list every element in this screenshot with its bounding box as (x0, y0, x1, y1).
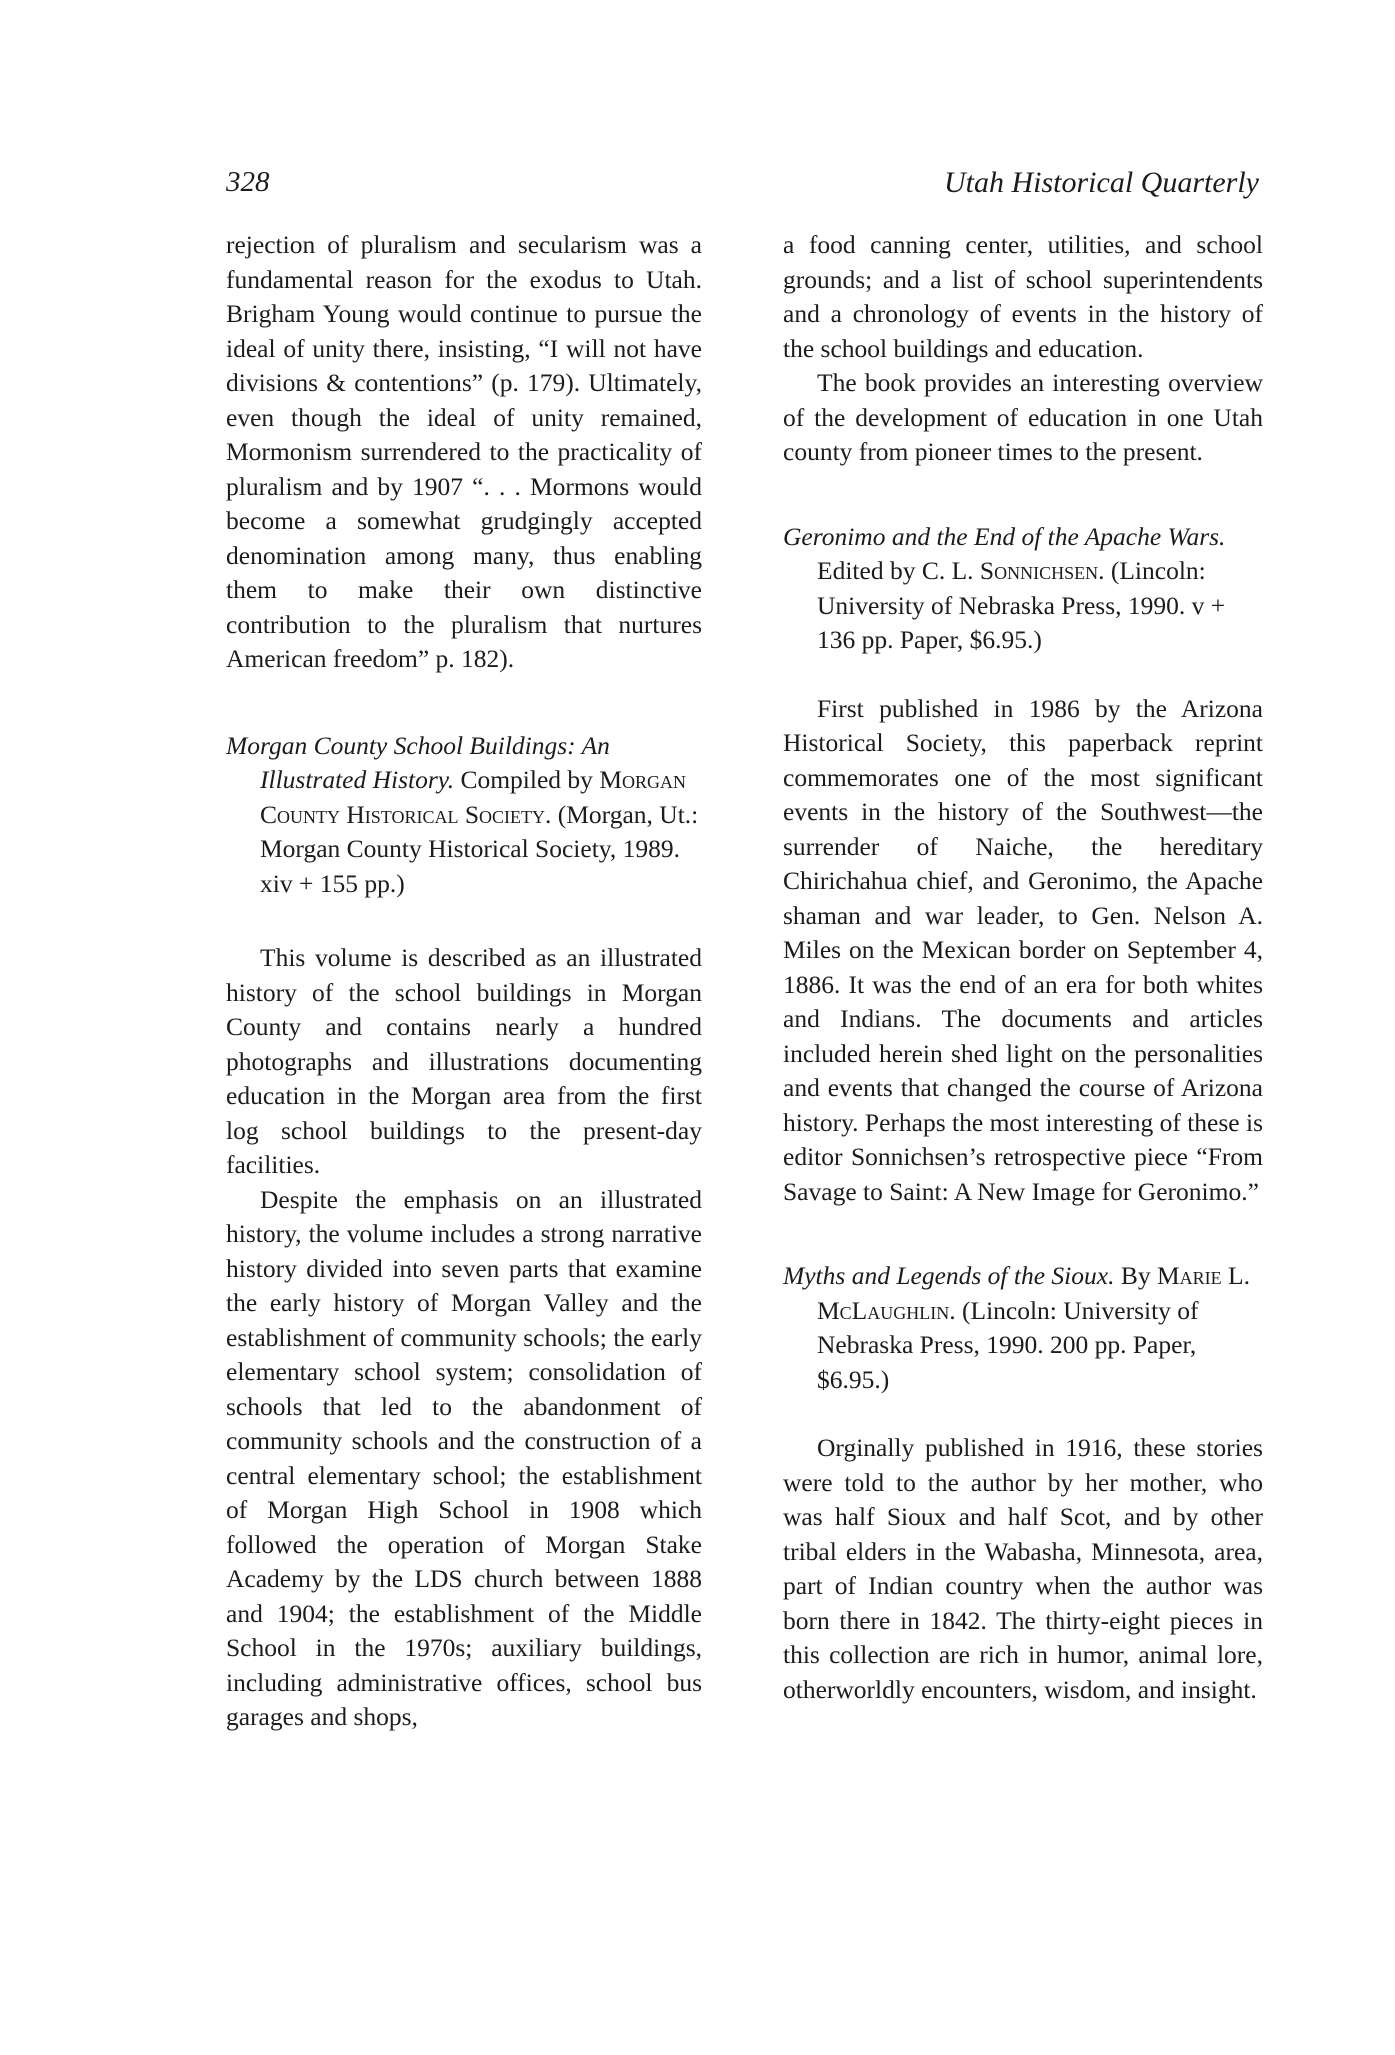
edited-by-label: Edited by (817, 556, 916, 585)
left-column (226, 228, 702, 1735)
page-number: 328 (226, 166, 270, 198)
review-paragraph: The book provides an interesting overview of the development of education in one Utah county from pioneer times to the present. (783, 368, 1263, 466)
publication-info: (Morgan, Ut.: Morgan County Historical Society, 1989. xiv + 155 pp.) (260, 799, 699, 898)
book-title: Morgan County School Buildings: An Illustrated History. (226, 730, 610, 794)
book-title: Myths and Legends of the Sioux. (783, 1261, 1115, 1290)
review-paragraph: Despite the emphasis on an illustrated history, the volume includes a strong narrative history divided into seven parts that examine the early history of Morgan Valley and the establishment of community schools; the early elementary school system; consolidation of schools that led to the abandonment of community schools and the construction of a central elementary school; the establishment of Morgan High School in 1908 which followed the operation of Morgan Stake Academy by the LDS church between 1888 and 1904; the establishment of the Middle School in the 1970s; auxiliary buildings, including administrative offices, school bus garages and shops, (226, 1184, 702, 1731)
book-author: Morgan County Historical Society. (260, 765, 686, 829)
book-editor: C. L. Sonnichsen. (921, 556, 1105, 585)
continued-review-text: a food canning center, utilities, and school grounds; and a list of school superintendents and a chronology of events in the history of the school buildings and education. (783, 230, 1263, 363)
publication-info: (Lincoln: University of Nebraska Press, 1990. v + 136 pp. Paper, $6.95.) (817, 556, 1226, 654)
review-paragraph: This volume is described as an illustrated history of the school buildings in Morgan County and contains nearly a hundred photographs and illustrations documenting education in the Morgan area from the first log school buildings to the present-day facilities. (226, 943, 702, 1179)
compiled-by-label: Compiled by (460, 765, 593, 794)
by-label: By (1120, 1261, 1151, 1290)
running-head (0, 166, 1395, 206)
publication-info: (Lincoln: University of Nebraska Press, 1990. 200 pp. Paper, $6.95.) (817, 1295, 1199, 1394)
book-author: Marie L. McLaughlin. (817, 1261, 1250, 1325)
review-heading-geronimo (783, 520, 1263, 658)
review-paragraph: Orginally published in 1916, these stories were told to the author by her mother, who was half Sioux and half Scot, and by other tribal elders in the Wabasha, Minnesota, area, part of Indian country when the author was born there in 1842. The thirty-eight pieces in this collection are rich in humor, animal lore, otherworldly encounters, wisdom, and insight. (783, 1433, 1263, 1704)
continued-review-text: rejection of pluralism and secularism was a fundamental reason for the exodus to Utah. Brigham Young would continue to pursue the ideal of unity there, insisting, “I will not have divisions & contentions” (p. 179). Ultimately, even though the ideal of unity remained, Mormonism surrendered to the practicality of pluralism and by 1907 “. . . Mormons would become a somewhat grudgingly accepted denomination among many, thus enabling them to make their own distinctive contribution to the pluralism that nurtures American freedom” p. 182). (226, 230, 702, 673)
right-column (783, 228, 1263, 1707)
review-heading-sioux (783, 1259, 1263, 1397)
journal-title: Utah Historical Quarterly (944, 166, 1259, 199)
review-heading-morgan-county (226, 729, 702, 902)
review-paragraph: First published in 1986 by the Arizona Historical Society, this paperback reprint commemorates one of the most significant events in the history of the Southwest—the surrender of Naiche, the hereditary Chirichahua chief, and Geronimo, the Apache shaman and war leader, to Gen. Nelson A. Miles on the Mexican border on September 4, 1886. It was the end of an era for both whites and Indians. The documents and articles included herein shed light on the personalities and events that changed the course of Arizona history. Perhaps the most interesting of these is editor Sonnichsen’s retrospective piece “From Savage to Saint: A New Image for Geronimo.” (783, 693, 1263, 1206)
book-title: Geronimo and the End of the Apache Wars. (783, 521, 1226, 551)
